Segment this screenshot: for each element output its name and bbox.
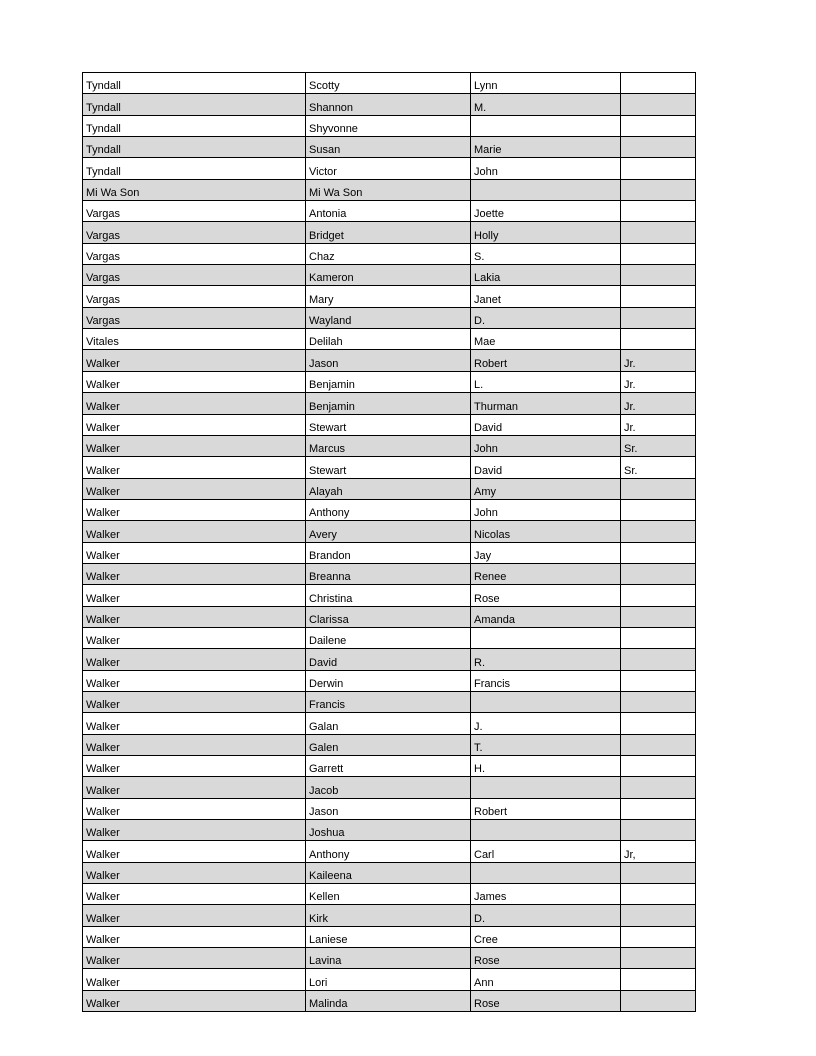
table-row [83, 222, 696, 243]
middle-name-cell: H. [471, 756, 621, 777]
first-name-cell: Marcus [306, 435, 471, 456]
last-name-cell: Walker [83, 627, 306, 648]
table-row [83, 756, 696, 777]
suffix-cell [621, 585, 696, 606]
suffix-cell [621, 329, 696, 350]
middle-name-cell: Joette [471, 201, 621, 222]
table-row [83, 948, 696, 969]
suffix-cell [621, 862, 696, 883]
table-row [83, 969, 696, 990]
last-name-cell: Walker [83, 499, 306, 520]
table-row [83, 94, 696, 115]
table-row [83, 499, 696, 520]
first-name-cell: Garrett [306, 756, 471, 777]
suffix-cell [621, 948, 696, 969]
name-table [82, 72, 696, 1012]
first-name-cell: Wayland [306, 307, 471, 328]
middle-name-cell [471, 627, 621, 648]
middle-name-cell: John [471, 435, 621, 456]
last-name-cell: Walker [83, 606, 306, 627]
first-name-cell: Alayah [306, 478, 471, 499]
last-name-cell: Walker [83, 990, 306, 1011]
suffix-cell [621, 499, 696, 520]
first-name-cell: Benjamin [306, 393, 471, 414]
last-name-cell: Vitales [83, 329, 306, 350]
table-row [83, 478, 696, 499]
table-row [83, 862, 696, 883]
table-row [83, 777, 696, 798]
table-row [83, 393, 696, 414]
last-name-cell: Walker [83, 948, 306, 969]
suffix-cell [621, 670, 696, 691]
last-name-cell: Vargas [83, 286, 306, 307]
first-name-cell: Susan [306, 137, 471, 158]
suffix-cell [621, 820, 696, 841]
table-row [83, 905, 696, 926]
first-name-cell: Shyvonne [306, 115, 471, 136]
last-name-cell: Walker [83, 969, 306, 990]
suffix-cell [621, 926, 696, 947]
last-name-cell: Walker [83, 862, 306, 883]
middle-name-cell: Francis [471, 670, 621, 691]
first-name-cell: Mary [306, 286, 471, 307]
last-name-cell: Walker [83, 649, 306, 670]
middle-name-cell: Thurman [471, 393, 621, 414]
first-name-cell: Breanna [306, 563, 471, 584]
suffix-cell [621, 478, 696, 499]
suffix-cell: Jr, [621, 841, 696, 862]
first-name-cell: Victor [306, 158, 471, 179]
suffix-cell [621, 243, 696, 264]
suffix-cell [621, 73, 696, 94]
table-row [83, 884, 696, 905]
table-row [83, 606, 696, 627]
table-row [83, 990, 696, 1011]
middle-name-cell [471, 862, 621, 883]
table-row [83, 841, 696, 862]
table-row [83, 286, 696, 307]
suffix-cell [621, 627, 696, 648]
suffix-cell [621, 563, 696, 584]
last-name-cell: Walker [83, 670, 306, 691]
suffix-cell [621, 606, 696, 627]
suffix-cell [621, 969, 696, 990]
table-row [83, 350, 696, 371]
last-name-cell: Walker [83, 371, 306, 392]
suffix-cell [621, 179, 696, 200]
first-name-cell: Christina [306, 585, 471, 606]
middle-name-cell: Marie [471, 137, 621, 158]
middle-name-cell: Nicolas [471, 521, 621, 542]
table-row [83, 435, 696, 456]
suffix-cell [621, 777, 696, 798]
last-name-cell: Walker [83, 521, 306, 542]
last-name-cell: Tyndall [83, 73, 306, 94]
last-name-cell: Walker [83, 691, 306, 712]
first-name-cell: Clarissa [306, 606, 471, 627]
middle-name-cell: David [471, 457, 621, 478]
last-name-cell: Walker [83, 777, 306, 798]
middle-name-cell: Rose [471, 585, 621, 606]
first-name-cell: Kameron [306, 265, 471, 286]
middle-name-cell: Janet [471, 286, 621, 307]
table-row [83, 414, 696, 435]
middle-name-cell: John [471, 158, 621, 179]
middle-name-cell: Amy [471, 478, 621, 499]
first-name-cell: Lavina [306, 948, 471, 969]
middle-name-cell [471, 777, 621, 798]
last-name-cell: Walker [83, 798, 306, 819]
suffix-cell [621, 222, 696, 243]
suffix-cell [621, 542, 696, 563]
table-row [83, 115, 696, 136]
first-name-cell: Kirk [306, 905, 471, 926]
middle-name-cell: Mae [471, 329, 621, 350]
suffix-cell [621, 713, 696, 734]
first-name-cell: Stewart [306, 414, 471, 435]
table-row [83, 649, 696, 670]
middle-name-cell: S. [471, 243, 621, 264]
suffix-cell [621, 798, 696, 819]
middle-name-cell: J. [471, 713, 621, 734]
last-name-cell: Walker [83, 478, 306, 499]
last-name-cell: Walker [83, 393, 306, 414]
table-row [83, 585, 696, 606]
middle-name-cell [471, 691, 621, 712]
first-name-cell: Bridget [306, 222, 471, 243]
last-name-cell: Vargas [83, 222, 306, 243]
table-row [83, 201, 696, 222]
first-name-cell: Mi Wa Son [306, 179, 471, 200]
middle-name-cell: Rose [471, 948, 621, 969]
table-row [83, 179, 696, 200]
suffix-cell [621, 115, 696, 136]
first-name-cell: Kellen [306, 884, 471, 905]
last-name-cell: Walker [83, 884, 306, 905]
middle-name-cell: Lynn [471, 73, 621, 94]
table-row [83, 243, 696, 264]
middle-name-cell: Cree [471, 926, 621, 947]
suffix-cell [621, 905, 696, 926]
first-name-cell: Shannon [306, 94, 471, 115]
suffix-cell [621, 265, 696, 286]
last-name-cell: Walker [83, 820, 306, 841]
table-row [83, 521, 696, 542]
last-name-cell: Walker [83, 734, 306, 755]
suffix-cell: Jr. [621, 393, 696, 414]
last-name-cell: Vargas [83, 201, 306, 222]
table-row [83, 713, 696, 734]
middle-name-cell: D. [471, 905, 621, 926]
first-name-cell: Laniese [306, 926, 471, 947]
first-name-cell: Lori [306, 969, 471, 990]
first-name-cell: Jason [306, 350, 471, 371]
last-name-cell: Tyndall [83, 115, 306, 136]
last-name-cell: Walker [83, 457, 306, 478]
suffix-cell [621, 137, 696, 158]
table-row [83, 670, 696, 691]
first-name-cell: Francis [306, 691, 471, 712]
suffix-cell [621, 158, 696, 179]
last-name-cell: Walker [83, 350, 306, 371]
middle-name-cell: M. [471, 94, 621, 115]
table-row [83, 820, 696, 841]
middle-name-cell: L. [471, 371, 621, 392]
middle-name-cell: Holly [471, 222, 621, 243]
last-name-cell: Tyndall [83, 158, 306, 179]
suffix-cell [621, 990, 696, 1011]
first-name-cell: David [306, 649, 471, 670]
middle-name-cell: Robert [471, 350, 621, 371]
last-name-cell: Walker [83, 756, 306, 777]
suffix-cell [621, 521, 696, 542]
middle-name-cell: Robert [471, 798, 621, 819]
suffix-cell [621, 286, 696, 307]
last-name-cell: Walker [83, 542, 306, 563]
last-name-cell: Vargas [83, 307, 306, 328]
first-name-cell: Derwin [306, 670, 471, 691]
last-name-cell: Walker [83, 563, 306, 584]
first-name-cell: Jacob [306, 777, 471, 798]
last-name-cell: Walker [83, 435, 306, 456]
suffix-cell [621, 884, 696, 905]
first-name-cell: Stewart [306, 457, 471, 478]
first-name-cell: Malinda [306, 990, 471, 1011]
last-name-cell: Walker [83, 414, 306, 435]
suffix-cell: Jr. [621, 350, 696, 371]
table-row [83, 691, 696, 712]
table-row [83, 371, 696, 392]
suffix-cell [621, 691, 696, 712]
table-row [83, 307, 696, 328]
middle-name-cell: James [471, 884, 621, 905]
first-name-cell: Jason [306, 798, 471, 819]
middle-name-cell: Rose [471, 990, 621, 1011]
suffix-cell: Sr. [621, 435, 696, 456]
middle-name-cell [471, 820, 621, 841]
suffix-cell: Jr. [621, 371, 696, 392]
name-table-body [83, 73, 696, 1012]
last-name-cell: Walker [83, 713, 306, 734]
table-row [83, 329, 696, 350]
first-name-cell: Galen [306, 734, 471, 755]
middle-name-cell: R. [471, 649, 621, 670]
table-row [83, 137, 696, 158]
first-name-cell: Anthony [306, 499, 471, 520]
suffix-cell [621, 94, 696, 115]
first-name-cell: Brandon [306, 542, 471, 563]
suffix-cell: Jr. [621, 414, 696, 435]
suffix-cell [621, 201, 696, 222]
middle-name-cell: John [471, 499, 621, 520]
last-name-cell: Tyndall [83, 137, 306, 158]
middle-name-cell: Lakia [471, 265, 621, 286]
suffix-cell [621, 756, 696, 777]
first-name-cell: Kaileena [306, 862, 471, 883]
table-row [83, 926, 696, 947]
table-row [83, 158, 696, 179]
middle-name-cell: Jay [471, 542, 621, 563]
first-name-cell: Anthony [306, 841, 471, 862]
middle-name-cell [471, 179, 621, 200]
last-name-cell: Walker [83, 585, 306, 606]
suffix-cell [621, 734, 696, 755]
first-name-cell: Scotty [306, 73, 471, 94]
last-name-cell: Vargas [83, 265, 306, 286]
middle-name-cell: Ann [471, 969, 621, 990]
table-row [83, 627, 696, 648]
middle-name-cell: T. [471, 734, 621, 755]
table-row [83, 73, 696, 94]
table-row [83, 457, 696, 478]
middle-name-cell [471, 115, 621, 136]
table-row [83, 798, 696, 819]
table-row [83, 734, 696, 755]
last-name-cell: Walker [83, 905, 306, 926]
table-row [83, 542, 696, 563]
middle-name-cell: Amanda [471, 606, 621, 627]
last-name-cell: Walker [83, 841, 306, 862]
first-name-cell: Antonia [306, 201, 471, 222]
first-name-cell: Dailene [306, 627, 471, 648]
suffix-cell: Sr. [621, 457, 696, 478]
suffix-cell [621, 649, 696, 670]
middle-name-cell: David [471, 414, 621, 435]
first-name-cell: Benjamin [306, 371, 471, 392]
last-name-cell: Tyndall [83, 94, 306, 115]
middle-name-cell: Carl [471, 841, 621, 862]
first-name-cell: Chaz [306, 243, 471, 264]
last-name-cell: Mi Wa Son [83, 179, 306, 200]
table-row [83, 265, 696, 286]
suffix-cell [621, 307, 696, 328]
first-name-cell: Delilah [306, 329, 471, 350]
first-name-cell: Joshua [306, 820, 471, 841]
last-name-cell: Vargas [83, 243, 306, 264]
last-name-cell: Walker [83, 926, 306, 947]
first-name-cell: Galan [306, 713, 471, 734]
middle-name-cell: D. [471, 307, 621, 328]
table-row [83, 563, 696, 584]
middle-name-cell: Renee [471, 563, 621, 584]
first-name-cell: Avery [306, 521, 471, 542]
